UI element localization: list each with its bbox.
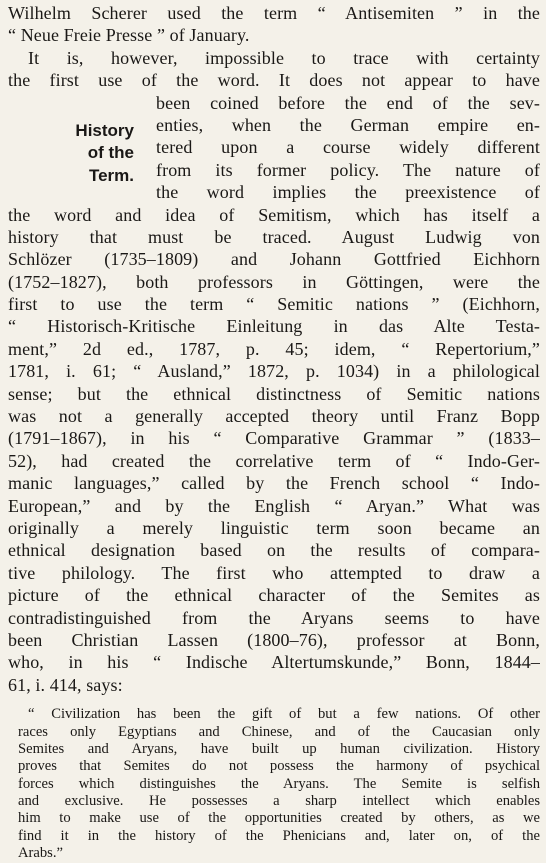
side-heading-line: of the bbox=[87, 143, 134, 163]
side-heading-line: Term. bbox=[88, 165, 134, 185]
text-line: 52), had created the correlative term of “ Indo-Ger- bbox=[8, 450, 540, 471]
block-quote bbox=[8, 706, 540, 863]
text-line: (1791–1867), in his “ Comparative Grammar ” (1833– bbox=[8, 428, 540, 449]
quote-line: him to make use of the opportunities created by others, as we bbox=[18, 810, 540, 827]
text-line: sense; but the ethnical distinctness of Semitic nations bbox=[8, 383, 540, 404]
text-line: Schlözer (1735–1809) and Johann Gottfried Eichhorn bbox=[8, 249, 540, 270]
text-line: was not a generally accepted theory until Franz Bopp bbox=[8, 406, 540, 427]
text-line: originally a merely linguistic term soon became an bbox=[8, 517, 540, 538]
quote-line: proves that Semites do not possess the harmony of psychical bbox=[18, 758, 540, 775]
body-text bbox=[8, 2, 540, 696]
text-line: tered upon a course widely different bbox=[156, 137, 540, 158]
quote-line: races only Egyptians and Chinese, and of the Caucasian only bbox=[18, 723, 540, 740]
quote-line: Semites and Aryans, have built up human civilization. History bbox=[18, 740, 540, 757]
text-line: contradistinguished from the Aryans seems to have bbox=[8, 607, 540, 628]
text-line: ethnical designation based on the results of compara- bbox=[8, 540, 540, 561]
text-line: history that must be traced. August Ludwig von bbox=[8, 226, 540, 247]
side-heading-line: History bbox=[75, 121, 134, 140]
quote-line: forces which distinguishes the Aryans. The Semite is selfish bbox=[18, 775, 540, 792]
text-line: been coined before the end of the sev- bbox=[156, 92, 540, 113]
text-line: “ Neue Freie Presse ” of January. bbox=[8, 25, 250, 46]
text-line: 1781, i. 61; “ Ausland,” 1872, p. 1034) in a philological bbox=[8, 361, 540, 382]
quote-line: “ Civilization has been the gift of but a few nations. Of other bbox=[28, 706, 540, 723]
side-heading bbox=[26, 120, 134, 187]
text-line: from its former policy. The nature of bbox=[156, 159, 540, 180]
text-line: (1752–1827), both professors in Göttingen, were the bbox=[8, 271, 540, 292]
text-line: enties, when the German empire en- bbox=[156, 114, 540, 135]
text-line: the word and idea of Semitism, which has itself a bbox=[8, 204, 540, 225]
text-line: 61, i. 414, says: bbox=[8, 674, 123, 695]
quote-line: and exclusive. He possesses a sharp intellect which enables bbox=[18, 793, 540, 810]
text-line: picture of the ethnical character of the Semites as bbox=[8, 585, 540, 606]
text-line: It is, however, impossible to trace with certainty bbox=[28, 47, 540, 68]
text-line: first to use the term “ Semitic nations ” (Eichhorn, bbox=[8, 294, 540, 315]
text-line: manic languages,” called by the French school “ Indo- bbox=[8, 473, 540, 494]
text-line: tive philology. The first who attempted to draw a bbox=[8, 562, 540, 583]
text-line: ment,” 2d ed., 1787, p. 45; idem, “ Repertorium,” bbox=[8, 338, 540, 359]
quote-line: Arabs.” bbox=[18, 845, 63, 862]
text-line: Wilhelm Scherer used the term “ Antisemiten ” in the bbox=[8, 3, 540, 23]
text-line: been Christian Lassen (1800–76), professor at Bonn, bbox=[8, 629, 540, 650]
text-line: the word implies the preexistence of bbox=[156, 182, 540, 203]
text-line: European,” and by the English “ Aryan.” What was bbox=[8, 495, 540, 516]
text-line: the first use of the word. It does not appear to have bbox=[8, 70, 540, 91]
text-line: “ Historisch-Kritische Einleitung in das Alte Testa- bbox=[8, 316, 540, 337]
text-line: who, in his “ Indische Altertumskunde,” Bonn, 1844– bbox=[8, 652, 540, 673]
quote-line: find it in the history of the Phenicians and, later on, of the bbox=[18, 827, 540, 844]
